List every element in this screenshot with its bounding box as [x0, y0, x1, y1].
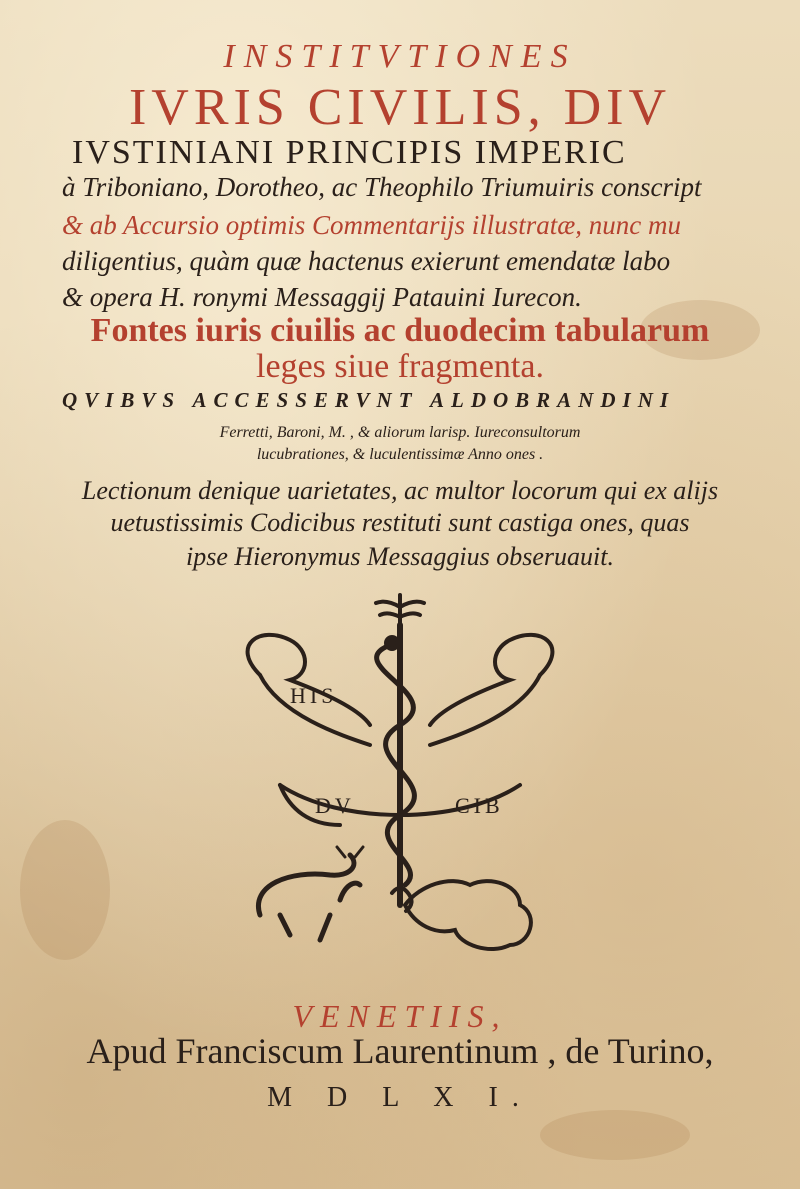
title-line-diligentius: diligentius, quàm quæ hactenus exierunt emendatæ labo	[62, 246, 671, 276]
device-motto-right: CIB	[455, 793, 504, 818]
title-line-iuris-civilis: IVRIS CIVILIS, DIV	[128, 79, 672, 136]
device-motto-middle: DV	[315, 793, 355, 818]
title-line-ferretti: Ferretti, Baroni, M. , & aliorum larisp. Iureconsultorum	[219, 424, 581, 441]
title-line-ipse: ipse Hieronymus Messaggius obseruauit.	[185, 542, 614, 571]
title-line-lucubrationes: lucubrationes, & luculentissimæ Anno ones .	[256, 446, 544, 463]
title-line-uetustissimis: uetustissimis Codicibus restituti sunt castiga ones, quas	[110, 508, 690, 537]
imprint-date: M D L X I.	[267, 1082, 533, 1113]
printer-device-woodcut	[220, 585, 580, 975]
title-line-fontes: Fontes iuris ciuilis ac duodecim tabularum	[90, 312, 710, 349]
title-line-institutiones: INSTITVTIONES	[223, 38, 577, 75]
title-line-triboniano: à Triboniano, Dorotheo, ac Theophilo Triumuiris conscript	[62, 172, 702, 202]
title-line-leges: leges siue fragmenta.	[256, 348, 544, 385]
title-line-accursio: & ab Accursio optimis Commentarijs illustratæ, nunc mu	[62, 210, 682, 240]
imprint-printer: Apud Franciscum Laurentinum , de Turino,	[86, 1031, 714, 1071]
title-line-iustiniani: IVSTINIANI PRINCIPIS IMPERIC	[72, 134, 627, 171]
device-motto-left: HIS	[290, 683, 338, 708]
title-line-quibus: QVIBVS ACCESSERVNT ALDOBRANDINI	[62, 388, 676, 412]
title-line-lectionum: Lectionum denique uarietates, ac multor locorum qui ex alijs	[81, 476, 719, 505]
paper-stain	[20, 820, 110, 960]
imprint-place: VENETIIS,	[292, 998, 508, 1034]
paper-stain	[540, 1110, 690, 1160]
title-line-opera: & opera H. ronymi Messaggij Patauini Iurecon.	[62, 282, 582, 312]
